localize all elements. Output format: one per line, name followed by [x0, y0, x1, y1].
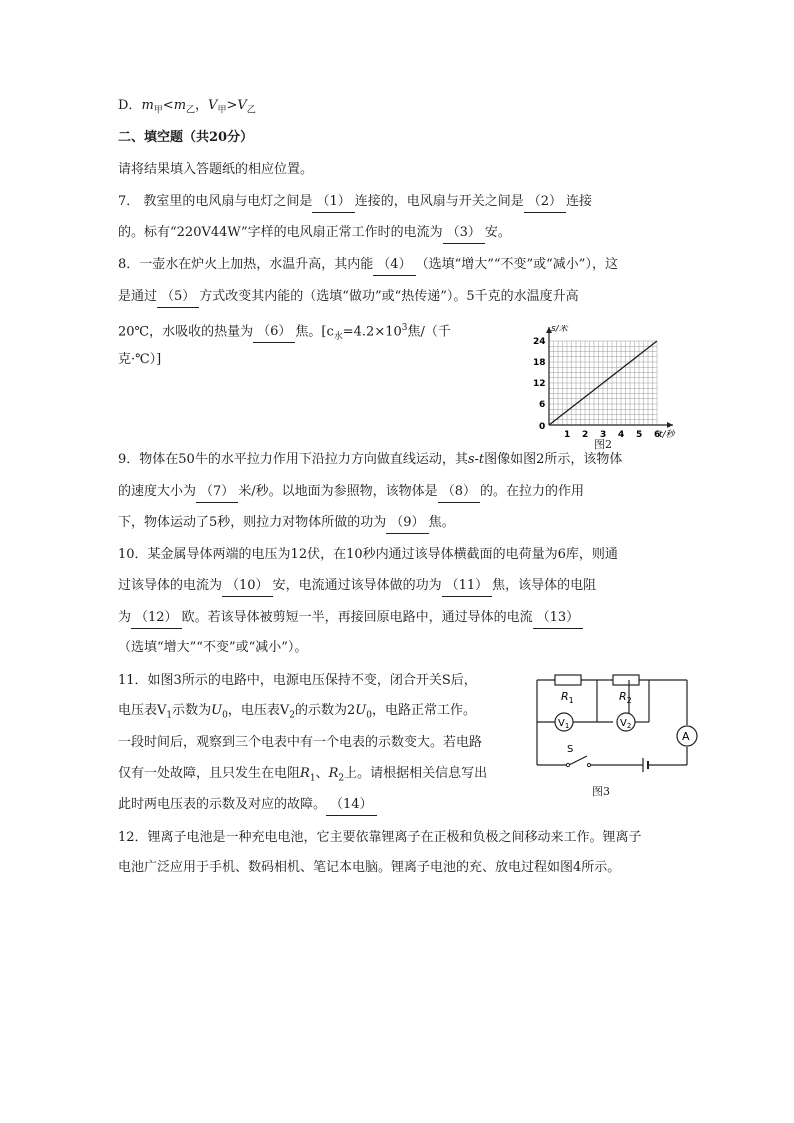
section-title: 二、填空题（共20分）: [118, 130, 254, 145]
answer-blank-8[interactable]: （8）: [438, 482, 480, 503]
y-tick-label: 18: [533, 358, 546, 368]
label-v2: $V_2$: [620, 718, 632, 730]
answer-blank-12[interactable]: （12）: [131, 608, 182, 629]
q7-line1: 7． 教室里的电风扇与电灯之间是 （1） 连接的，电风扇与开关之间是 （2） 连接: [118, 192, 592, 213]
answer-blank-3[interactable]: （3）: [443, 223, 485, 244]
origin-label: 0: [539, 422, 546, 432]
q10-line3: 为 （12） 欧。若该导体被剪短一半，再接回原电路中，通过导体的电流 （13）: [118, 608, 583, 629]
x-tick-label: 1: [564, 430, 571, 440]
answer-blank-5[interactable]: （5）: [157, 287, 199, 308]
q10-line4: （选填“增大”“不变”或“减小”）。: [118, 640, 308, 655]
q10-line1: 10．某金属导体两端的电压为12伏，在10秒内通过该导体横截面的电荷量为6库，则通: [118, 547, 618, 562]
answer-blank-9[interactable]: （9）: [386, 513, 428, 534]
answer-blank-4[interactable]: （4）: [373, 255, 415, 276]
x-axis-label: t/秒: [659, 430, 675, 440]
q8-line1: 8．一壶水在炉火上加热，水温升高，其内能 （4） （选填“增大”“不变”或“减小”），这: [118, 255, 618, 276]
q12-line1: 12．锂离子电池是一种充电电池，它主要依靠锂离子在正极和负极之间移动来工作。锂离子: [118, 830, 642, 845]
switch-contact-left: [566, 763, 569, 766]
figure-3-circuit: [525, 670, 710, 782]
q12-line2: 电池广泛应用于手机、数码相机、笔记本电脑。锂离子电池的充、放电过程如图4所示。: [118, 860, 621, 875]
label-ammeter: A: [682, 730, 690, 743]
figure-2-caption: 图2: [594, 438, 612, 451]
figure-3-caption: 图3: [592, 785, 610, 798]
q9-line3: 下，物体运动了5秒，则拉力对物体所做的功为 （9） 焦。: [118, 513, 455, 534]
y-axis-label: s/米: [551, 325, 568, 334]
x-tick-label: 5: [636, 430, 643, 440]
x-axis-arrow: [667, 422, 673, 428]
resistor-r2: [613, 675, 639, 685]
q8-line3: 20℃，水吸收的热量为 （6） 焦。[$c_水=4.2\times 10^3$焦/（千: [118, 323, 451, 342]
label-r1: $R_1$: [561, 690, 574, 705]
option-d: D．$m_甲<m_乙$，$V_甲>V_乙$: [118, 98, 256, 116]
answer-blank-6[interactable]: （6）: [253, 322, 295, 343]
section-instruction: 请将结果填入答题纸的相应位置。: [118, 162, 314, 177]
figure-2-chart: [527, 325, 677, 450]
switch-contact-right: [587, 763, 590, 766]
q9-line1: 9．物体在50牛的水平拉力作用下沿拉力方向做直线运动，其s-t图像如图2所示，该物体: [118, 452, 623, 467]
label-r2: $R_2$: [619, 690, 632, 705]
q11-line4: 仅有一处故障，且只发生在电阻$R_1$、$R_2$上。请根据相关信息写出: [118, 766, 488, 784]
label-v1: $V_1$: [558, 718, 570, 730]
y-tick-label: 24: [533, 337, 546, 347]
x-tick-label: 2: [582, 430, 589, 440]
x-tick-label: 4: [618, 430, 625, 440]
answer-blank-14[interactable]: （14）: [326, 795, 377, 816]
q11-line5: 此时两电压表的示数及对应的故障。 （14）: [118, 795, 377, 816]
q10-line2: 过该导体的电流为 （10） 安，电流通过该导体做的功为 （11） 焦，该导体的电阻: [118, 576, 596, 597]
q11-line2: 电压表$V_1$示数为$U_0$，电压表$V_2$的示数为$2U_0$，电路正常工作。: [118, 703, 476, 721]
y-tick-label: 12: [533, 379, 546, 389]
x-tick-label: 3: [600, 430, 607, 440]
answer-blank-2[interactable]: （2）: [524, 192, 566, 213]
x-tick-label: 6: [654, 430, 661, 440]
y-tick-label: 6: [539, 400, 546, 410]
answer-blank-13[interactable]: （13）: [533, 608, 584, 629]
label-switch: S: [567, 744, 574, 755]
answer-blank-7[interactable]: （7）: [196, 482, 238, 503]
answer-blank-10[interactable]: （10）: [222, 576, 273, 597]
q8-line4: 克·℃）]: [118, 352, 162, 367]
q9-line2: 的速度大小为 （7） 米/秒。以地面为参照物，该物体是 （8） 的。在拉力的作用: [118, 482, 584, 503]
q11-line1: 11．如图3所示的电路中，电源电压保持不变，闭合开关S后，: [118, 673, 477, 688]
answer-blank-11[interactable]: （11）: [442, 576, 493, 597]
q7-line2: 的。标有“220V44W”字样的电风扇正常工作时的电流为 （3） 安。: [118, 223, 511, 244]
q8-line2: 是通过 （5） 方式改变其内能的（选填“做功”或“热传递”）。5千克的水温度升高: [118, 287, 579, 308]
q11-line3: 一段时间后，观察到三个电表中有一个电表的示数变大。若电路: [118, 735, 483, 750]
answer-blank-1[interactable]: （1）: [312, 192, 354, 213]
switch-blade: [569, 756, 587, 765]
resistor-r1: [555, 675, 581, 685]
